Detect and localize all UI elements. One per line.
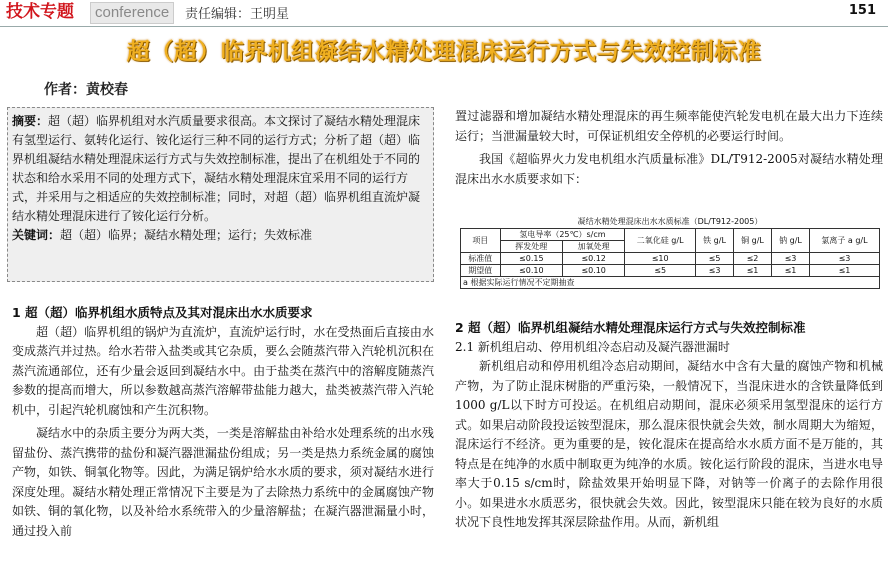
table-header-cell: 钠 g/L [771, 229, 809, 253]
water-quality-table [460, 228, 880, 289]
abstract-text: 超（超）临界机组对水汽质量要求很高。本文探讨了凝结水精处理混床有氢型运行、氨转化运行、铵化运行三种不同的运行方式；分析了超（超）临界机组凝结水精处理混床运行方式与失效控制标准，提出了在机组处于不同的状态和给水采用不同的处理方式下，凝结水精处理混床宜采用不同的运行方式，并采用与之相适应的失效控制标准；同时，对超（超）临界机组直流炉凝结水精处理混床进行了铵化运行分析。 [12, 114, 421, 223]
table-cell: ≤5 [696, 253, 734, 265]
water-quality-table-block [460, 216, 880, 289]
table-row [461, 253, 880, 265]
abstract-box [7, 107, 434, 282]
table-header-row [461, 229, 880, 241]
table-cell: 标准值 [461, 253, 501, 265]
table-cell: ≤1 [809, 265, 879, 277]
table-row [461, 265, 880, 277]
table-header-cell: 氢电导率（25℃）s/cm [500, 229, 625, 241]
standard-intro-paragraph: 我国《超临界火力发电机组水汽质量标准》DL/T912-2005对凝结水精处理混床出水水质要求如下： [455, 152, 883, 186]
table-cell: ≤1 [771, 265, 809, 277]
left-column [12, 303, 434, 541]
table-cell: ≤3 [696, 265, 734, 277]
section21-heading: 2.1 新机组启动、停用机组冷态启动及凝汽器泄漏时 [455, 339, 730, 354]
keywords-label: 关键词： [12, 228, 61, 242]
page-header [0, 0, 888, 27]
table-cell: ≤3 [771, 253, 809, 265]
article-author: 作者：黄校春 [44, 82, 128, 98]
table-cell: ≤5 [625, 265, 696, 277]
keywords-text: 超（超）临界；凝结水精处理；运行；失效标准 [60, 228, 313, 242]
section1-heading: 1 超（超）临界机组水质特点及其对混床出水水质要求 [12, 305, 313, 320]
article-title: 超（超）临界机组凝结水精处理混床运行方式与失效控制标准 [126, 39, 762, 65]
table-cell: ≤3 [809, 253, 879, 265]
table-cell: ≤1 [734, 265, 772, 277]
table-footnote: a 根据实际运行情况不定期抽查 [461, 277, 880, 289]
table-cell: ≤10 [625, 253, 696, 265]
table-header-cell: 铜 g/L [734, 229, 772, 253]
table-cell: ≤0.10 [562, 265, 624, 277]
table-header-cell: 二氧化硅 g/L [625, 229, 696, 253]
table-subheader-cell: 加氧处理 [562, 241, 624, 253]
table-subheader-cell: 挥发处理 [500, 241, 562, 253]
section-tag: 技术专题 [6, 2, 74, 22]
table-cell: 期望值 [461, 265, 501, 277]
table-cell: ≤0.15 [500, 253, 562, 265]
table-footnote-row [461, 277, 880, 289]
conference-label: conference [90, 2, 174, 24]
table-header-cell: 氯离子 a g/L [809, 229, 879, 253]
table-caption: 凝结水精处理混床出水水质标准（DL/T912-2005） [577, 217, 763, 226]
right-column-top [455, 107, 883, 189]
table-cell: ≤0.10 [500, 265, 562, 277]
section1-paragraph2: 凝结水中的杂质主要分为两大类，一类是溶解盐由补给水处理系统的出水残留盐份、蒸汽携带的盐份和凝汽器泄漏盐份组成；另一类是热力系统金属的腐蚀产物，如铁、铜氧化物等。因此，为满足锅炉给水水质的要求，须对凝结水进行深度处理。凝结水精处理正常情况下主要是为了去除热力系统中的金属腐蚀产物如铁、铜的氧化物，以及补给水系统带入的少量溶解盐；在凝汽器泄漏量小时，通过投入前 [12, 426, 434, 538]
right-column-bottom [455, 318, 883, 533]
section2-heading: 2 超（超）临界机组凝结水精处理混床运行方式与失效控制标准 [455, 320, 806, 335]
section1-paragraph1: 超（超）临界机组的锅炉为直流炉，直流炉运行时，水在受热面后直接由水变成蒸汽并过热。给水若带入盐类或其它杂质，要么会随蒸汽带入汽轮机沉积在蒸汽流通部位，还有少量会返回到凝结水中。由于盐类在蒸汽中的溶解度随蒸汽参数的提高而增大，所以参数越高蒸汽溶解带盐能力越大，盐类被蒸汽带入汽轮机中，引起汽轮机腐蚀和产生沉积物。 [12, 324, 434, 417]
table-cell: ≤0.12 [562, 253, 624, 265]
section21-paragraph: 新机组启动和停用机组冷态启动期间，凝结水中含有大量的腐蚀产物和机械产物，为了防止混床树脂的严重污染，一般情况下，当混床进水的含铁量降低到1000 g/L以下时方可投运。在机组启动期间，混床必须采用氢型混床的运行方式。如果启动阶段投运铵型混床，那么混床很快就会失效，制水周期大为缩短，混床运行不经济。更为重要的是，铵化混床在提高给水水质方面不是万能的，其特点是在纯净的水质中制取更为纯净的水质。铵化运行阶段的混床，当进水电导率大于0.15 s/cm时，除盐效果开始明显下降，对钠等一价离子的去除作用很小。如果进水水质恶劣，很快就会失效。因此，铵型混床只能在较为良好的水质状况下良性地发挥其深层除盐作用。从而，新机组 [455, 359, 883, 529]
table-header-cell: 铁 g/L [696, 229, 734, 253]
editor-credit: 责任编辑：王明星 [185, 7, 290, 22]
table-header-cell: 项目 [461, 229, 501, 253]
continued-paragraph: 置过滤器和增加凝结水精处理混床的再生频率能使汽轮发电机在最大出力下连续运行；当泄漏量较大时，可保证机组安全停机的必要运行时间。 [455, 109, 883, 143]
table-cell: ≤2 [734, 253, 772, 265]
abstract-label: 摘要： [12, 114, 49, 128]
page-number: 151 [848, 3, 876, 18]
